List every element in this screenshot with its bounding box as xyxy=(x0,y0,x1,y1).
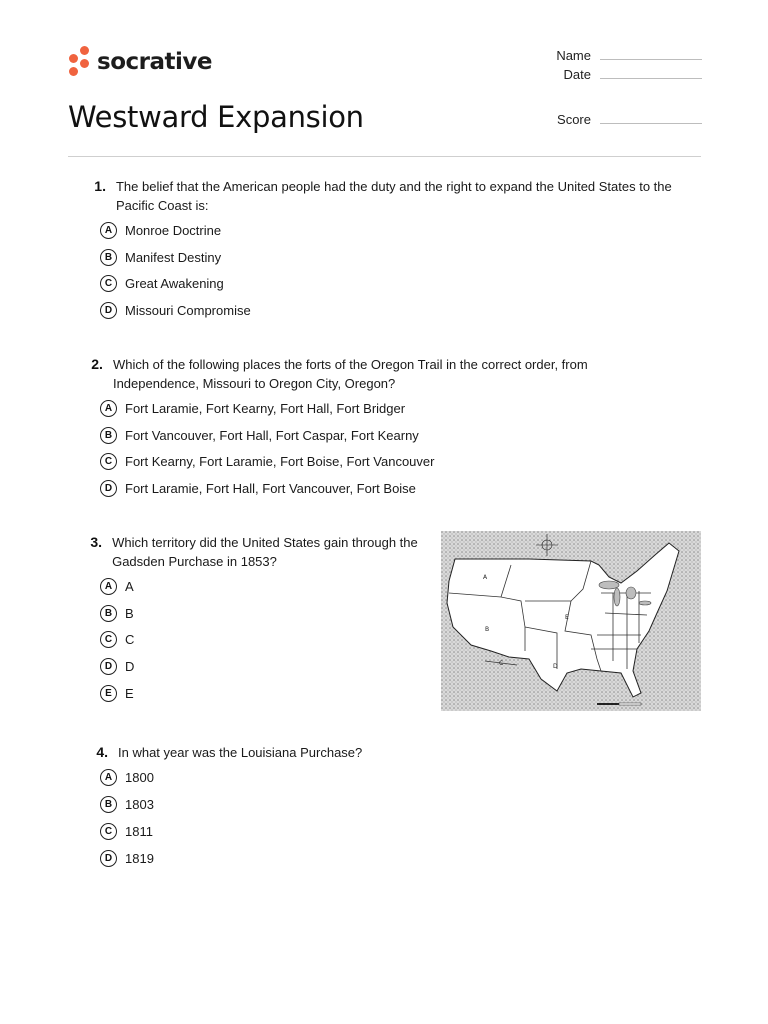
option-label: Great Awakening xyxy=(125,276,224,292)
option-label: Missouri Compromise xyxy=(125,303,251,319)
option-label: Fort Vancouver, Fort Hall, Fort Caspar, Fort Kearny xyxy=(125,427,419,443)
option-label: 1819 xyxy=(125,850,154,866)
scale-bar xyxy=(597,703,641,705)
option-d-badge[interactable]: D xyxy=(100,850,117,867)
option-d[interactable] xyxy=(100,845,660,872)
question-number: 3. xyxy=(90,534,103,550)
option-c-badge[interactable]: C xyxy=(100,823,117,840)
option-b-badge[interactable]: B xyxy=(100,249,117,266)
option-e-badge[interactable]: E xyxy=(100,685,117,702)
option-a[interactable] xyxy=(100,765,660,792)
map-label-c: C xyxy=(499,660,504,667)
option-b[interactable] xyxy=(100,791,660,818)
map-label-d: D xyxy=(553,663,558,670)
option-b-badge[interactable]: B xyxy=(100,605,117,622)
option-d-badge[interactable]: D xyxy=(100,302,117,319)
option-a-badge[interactable]: A xyxy=(100,222,117,239)
option-label: Monroe Doctrine xyxy=(125,222,222,238)
option-d[interactable] xyxy=(100,653,430,680)
name-label: Name xyxy=(556,48,591,63)
question-text: Which of the following places the forts of the Oregon Trail in the correct order, from Independence, Missouri to Oregon City, Oregon? xyxy=(112,357,588,391)
logo-text: socrative xyxy=(97,49,212,75)
question-2 xyxy=(91,356,660,502)
option-c[interactable] xyxy=(100,449,660,476)
option-label: 1811 xyxy=(125,823,153,839)
question-text: In what year was the Louisiana Purchase? xyxy=(118,745,363,760)
name-line[interactable] xyxy=(600,58,702,60)
option-label: Fort Kearny, Fort Laramie, Fort Boise, Fort Vancouver xyxy=(125,454,435,470)
score-label: Score xyxy=(557,112,591,127)
name-field[interactable] xyxy=(540,48,702,63)
option-a[interactable] xyxy=(100,573,430,600)
question-3 xyxy=(90,534,430,707)
logo-mark-icon xyxy=(67,46,91,78)
option-c[interactable] xyxy=(100,627,430,654)
option-a-badge[interactable]: A xyxy=(100,400,117,417)
option-label: B xyxy=(125,605,134,621)
option-b-badge[interactable]: B xyxy=(100,796,117,813)
option-label: Fort Laramie, Fort Kearny, Fort Hall, Fort Bridger xyxy=(125,400,406,416)
question-number: 2. xyxy=(91,356,103,372)
option-c-badge[interactable]: C xyxy=(100,453,117,470)
score-line[interactable] xyxy=(600,122,702,124)
option-c-badge[interactable]: C xyxy=(100,275,117,292)
header-divider xyxy=(68,156,701,157)
us-territories-map xyxy=(441,531,701,711)
option-label: C xyxy=(125,632,135,648)
option-label: E xyxy=(125,686,134,702)
date-field[interactable] xyxy=(540,67,702,82)
option-d[interactable] xyxy=(100,297,695,324)
option-c[interactable] xyxy=(100,818,660,845)
option-d-badge[interactable]: D xyxy=(100,658,117,675)
date-line[interactable] xyxy=(600,77,702,79)
socrative-logo xyxy=(67,45,212,79)
option-b[interactable] xyxy=(100,422,660,449)
option-label: A xyxy=(125,578,134,594)
option-e[interactable] xyxy=(100,680,430,707)
question-number: 4. xyxy=(96,744,108,760)
page-title: Westward Expansion xyxy=(68,100,364,134)
option-d[interactable] xyxy=(100,475,660,502)
option-a-badge[interactable]: A xyxy=(100,578,117,595)
date-label: Date xyxy=(563,67,591,82)
option-label: 1803 xyxy=(125,797,154,813)
question-number: 1. xyxy=(94,178,106,194)
option-label: D xyxy=(125,659,135,675)
option-label: 1800 xyxy=(125,770,154,786)
map-label-e: E xyxy=(565,614,569,621)
question-4 xyxy=(96,744,660,872)
map-label-a: A xyxy=(483,574,488,581)
option-b-badge[interactable]: B xyxy=(100,427,117,444)
option-a-badge[interactable]: A xyxy=(100,769,117,786)
option-b[interactable] xyxy=(100,600,430,627)
option-a[interactable] xyxy=(100,217,695,244)
question-1 xyxy=(94,178,695,324)
score-field[interactable] xyxy=(540,112,702,127)
question-text: Which territory did the United States gain through the Gadsden Purchase in 1853? xyxy=(112,535,418,569)
option-d-badge[interactable]: D xyxy=(100,480,117,497)
option-b[interactable] xyxy=(100,244,695,271)
map-label-b: B xyxy=(485,626,490,633)
option-c[interactable] xyxy=(100,271,695,298)
option-c-badge[interactable]: C xyxy=(100,631,117,648)
option-label: Manifest Destiny xyxy=(125,249,222,265)
option-label: Fort Laramie, Fort Hall, Fort Vancouver, Fort Boise xyxy=(125,481,416,497)
option-a[interactable] xyxy=(100,395,660,422)
question-text: The belief that the American people had the duty and the right to expand the United States to the Pacific Coast is: xyxy=(115,179,672,213)
